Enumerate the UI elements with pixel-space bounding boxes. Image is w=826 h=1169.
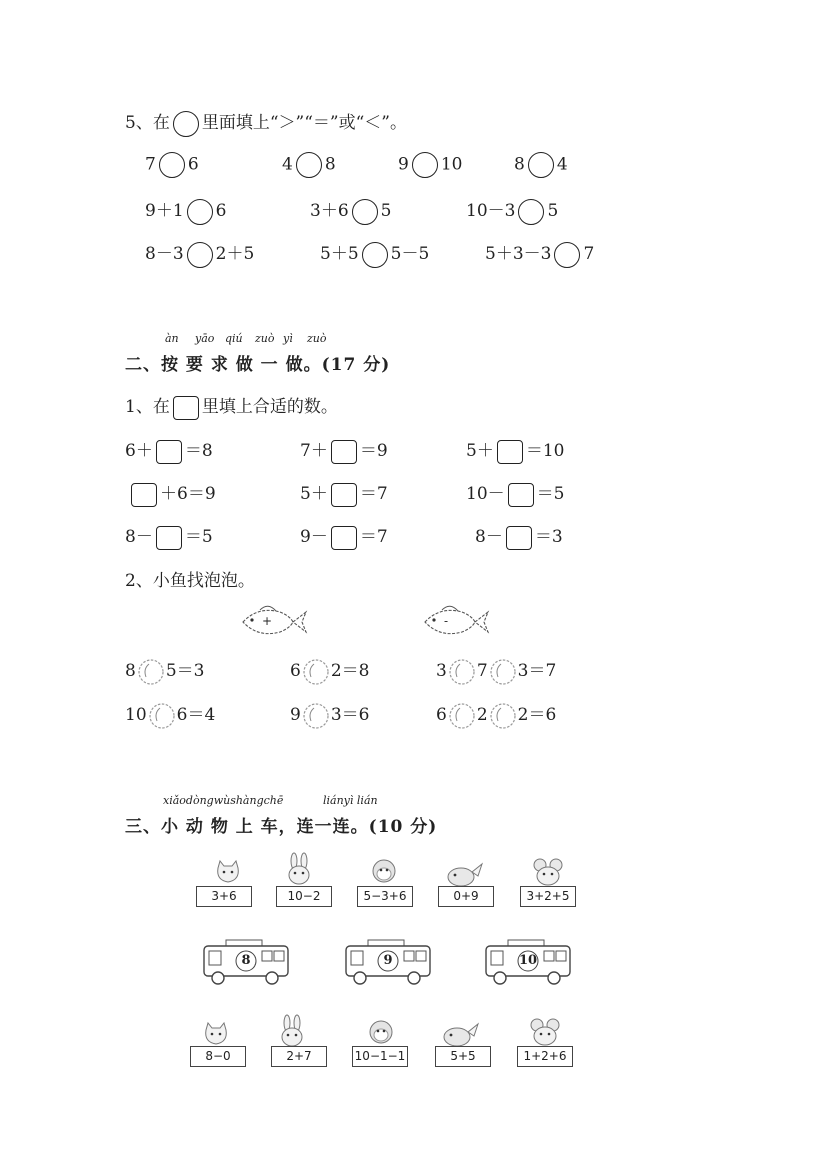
q5-item: 9 10 [398,152,462,178]
answer-circle[interactable] [187,242,213,268]
q1-item: 5＋ ＝10 [466,436,564,464]
q5-title-pre: 5、在 [125,113,170,133]
q5-title-post: 里面填上“＞”“＝”或“＜”。 [201,113,407,133]
q5-item: 3＋6 5 [310,196,391,225]
bubble-icon[interactable] [302,658,330,686]
bus-icon[interactable] [482,938,574,988]
answer-box[interactable] [508,483,534,507]
q1-item: 8－ ＝3 [475,522,563,550]
answer-circle[interactable] [518,199,544,225]
rabbit-icon [276,1014,310,1048]
q1-title: 1、在 里填上合适的数。 [125,392,338,420]
example-box [173,396,199,420]
bus-icon[interactable] [342,938,434,988]
answer-circle[interactable] [362,242,388,268]
answer-box[interactable] [156,440,182,464]
answer-box[interactable] [331,483,357,507]
q1-item: 5＋ ＝7 [300,479,388,507]
answer-box[interactable] [131,483,157,507]
cat-icon [213,858,243,886]
expression-card[interactable]: 1+2+6 [517,1046,573,1067]
q5-item: 9＋1 6 [145,196,226,225]
section3-pinyin-b: liányì lián [323,794,378,807]
q1-item: 10－ ＝5 [466,479,564,507]
q1-item: 8－ ＝5 [125,522,213,550]
example-circle [173,111,199,137]
q2-item: 3 7 3＝7 [436,656,556,686]
q5-item: 8－3 2＋5 [145,239,254,268]
expression-card[interactable]: 0+9 [438,886,494,907]
q1-item: 9－ ＝7 [300,522,388,550]
bus-number: 8 [241,953,251,968]
section3-title: 三、小 动 物 上 车，连一连。(10 分) [125,817,438,837]
fish-icon [238,602,308,642]
expression-card[interactable]: 5−3+6 [357,886,413,907]
q5-item: 5＋3－3 7 [485,239,594,268]
q2-item: 6 2 2＝6 [436,700,556,730]
mouse-icon [530,856,566,888]
fish-sign: - [444,614,449,628]
q1-item: 6＋ ＝8 [125,436,213,464]
answer-box[interactable] [156,526,182,550]
answer-circle[interactable] [412,152,438,178]
q5-item: 4 8 [282,152,336,178]
expression-card[interactable]: 3+6 [196,886,252,907]
bus-icon[interactable] [200,938,292,988]
bubble-icon[interactable] [302,702,330,730]
q1-item: ＋6＝9 [128,479,216,507]
q2-item: 8 5＝3 [125,656,204,686]
section2-pinyin: àn yāo qiú zuò yì zuò [165,332,327,345]
section3-pinyin-a: xiǎodòngwùshàngchē [163,794,284,807]
monkey-icon [367,856,401,888]
bubble-icon[interactable] [489,702,517,730]
q5-item: 10－3 5 [466,196,558,225]
monkey-icon [364,1017,398,1049]
answer-circle[interactable] [554,242,580,268]
q2-item: 6 2＝8 [290,656,369,686]
bubble-icon[interactable] [148,702,176,730]
cat-icon [201,1020,231,1048]
answer-box[interactable] [506,526,532,550]
bird-icon [440,1022,480,1048]
q5-title [125,108,407,137]
expression-card[interactable]: 5+5 [435,1046,491,1067]
expression-card[interactable]: 10−1−1 [352,1046,408,1067]
answer-circle[interactable] [296,152,322,178]
bus-number: 10 [518,953,538,968]
q2-item: 9 3＝6 [290,700,369,730]
q2-item: 10 6＝4 [125,700,215,730]
bubble-icon[interactable] [448,658,476,686]
answer-circle[interactable] [159,152,185,178]
mouse-icon [527,1016,563,1048]
bubble-icon[interactable] [137,658,165,686]
answer-box[interactable] [331,440,357,464]
expression-card[interactable]: 2+7 [271,1046,327,1067]
bubble-icon[interactable] [489,658,517,686]
answer-circle[interactable] [528,152,554,178]
q1-item: 7＋ ＝9 [300,436,388,464]
q2-title: 2、小鱼找泡泡。 [125,571,255,591]
q5-item: 8 4 [514,152,568,178]
q5-item: 7 6 [145,152,199,178]
expression-card[interactable]: 3+2+5 [520,886,576,907]
fish-sign: + [262,614,273,628]
rabbit-icon [283,852,317,886]
answer-circle[interactable] [352,199,378,225]
q5-item: 5＋5 5－5 [320,239,429,268]
expression-card[interactable]: 10−2 [276,886,332,907]
bus-number: 9 [383,953,393,968]
answer-circle[interactable] [187,199,213,225]
answer-box[interactable] [497,440,523,464]
fish-icon [420,602,490,642]
section2-title: 二、按 要 求 做 一 做。(17 分) [125,355,391,375]
bird-icon [444,862,484,888]
expression-card[interactable]: 8−0 [190,1046,246,1067]
bubble-icon[interactable] [448,702,476,730]
answer-box[interactable] [331,526,357,550]
